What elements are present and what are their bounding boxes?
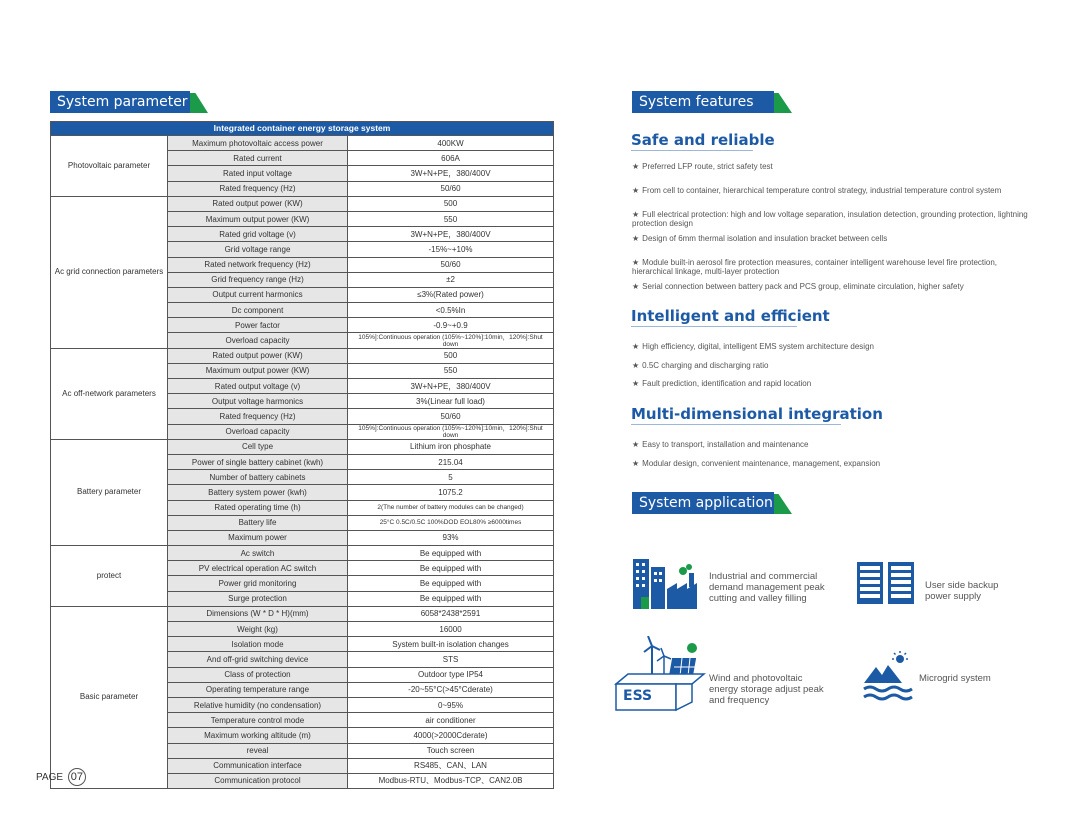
param-value: ≤3%(Rated power) [348, 287, 554, 302]
multi-dimensional-title: Multi-dimensional integration [631, 405, 883, 423]
param-value: 606A [348, 151, 554, 166]
feature-item [632, 282, 1037, 291]
param-value: 1075.2 [348, 485, 554, 500]
group-label: Basic parameter [51, 606, 168, 788]
param-name: Class of protection [168, 667, 348, 682]
page-number [36, 768, 86, 786]
param-name: Power grid monitoring [168, 576, 348, 591]
param-name: Rated network frequency (Hz) [168, 257, 348, 272]
feature-text: Full electrical protection: high and low voltage separation, insulation detection, grounding protection, lightning protection design [632, 210, 1028, 228]
feature-item [632, 361, 1037, 370]
param-name: Power factor [168, 318, 348, 333]
feature-text: High efficiency, digital, intelligent EMS system architecture design [642, 342, 874, 351]
feature-text: 0.5C charging and discharging ratio [642, 361, 769, 370]
param-name: Battery system power (kwh) [168, 485, 348, 500]
param-value: STS [348, 652, 554, 667]
param-name: Cell type [168, 439, 348, 454]
star-icon: ★ [632, 459, 640, 468]
param-value: Be equipped with [348, 576, 554, 591]
intelligent-underline [631, 326, 797, 327]
param-value: Touch screen [348, 743, 554, 758]
system-parameter-header [50, 91, 210, 113]
param-value: Be equipped with [348, 561, 554, 576]
star-icon: ★ [632, 379, 640, 388]
param-name: Rated frequency (Hz) [168, 181, 348, 196]
param-name: Rated frequency (Hz) [168, 409, 348, 424]
star-icon: ★ [632, 342, 640, 351]
group-label: Photovoltaic parameter [51, 136, 168, 197]
param-value: <0.5%In [348, 303, 554, 318]
feature-item [632, 162, 1037, 171]
param-name: Dimensions (W * D * H)(mm) [168, 606, 348, 621]
param-name: Communication interface [168, 758, 348, 773]
table-row [51, 439, 554, 454]
param-value: 500 [348, 348, 554, 363]
group-label: Battery parameter [51, 439, 168, 545]
param-name: Temperature control mode [168, 713, 348, 728]
param-value: Outdoor type IP54 [348, 667, 554, 682]
param-value: 3W+N+PE，380/400V [348, 379, 554, 394]
param-value: 3W+N+PE，380/400V [348, 227, 554, 242]
param-name: Ac switch [168, 546, 348, 561]
star-icon: ★ [632, 361, 640, 370]
param-value: 500 [348, 196, 554, 211]
app-wind-pv-text: Wind and photovoltaic energy storage adjust peak and frequency [709, 673, 824, 706]
param-value: -0.9~+0.9 [348, 318, 554, 333]
param-name: Maximum output power (KW) [168, 211, 348, 226]
ess-badge: ESS [623, 688, 653, 704]
microgrid-icon [862, 651, 914, 703]
param-value: 2(The number of battery modules can be changed) [348, 500, 554, 515]
table-caption: Integrated container energy storage system [51, 122, 554, 136]
server-rack-icon [855, 560, 917, 606]
spec-table [50, 121, 554, 789]
feature-item [632, 258, 1037, 276]
feature-text: From cell to container, hierarchical temperature control strategy, industrial temperature control system [642, 186, 1002, 195]
param-value: 550 [348, 211, 554, 226]
star-icon: ★ [632, 234, 640, 243]
group-label: Ac grid connection parameters [51, 196, 168, 348]
param-name: Overload capacity [168, 424, 348, 439]
factory-icon [631, 557, 703, 609]
param-value: 105%]:Continuous operation (105%~120%]:10min，120%]:Shut down [348, 333, 554, 348]
param-value: 105%]:Continuous operation (105%~120%]:10min，120%]:Shut down [348, 424, 554, 439]
table-row [51, 348, 554, 363]
intelligent-title: Intelligent and efficient [631, 307, 830, 325]
param-name: Rated grid voltage (v) [168, 227, 348, 242]
param-name: Battery life [168, 515, 348, 530]
param-name: Number of battery cabinets [168, 470, 348, 485]
param-name: Grid frequency range (Hz) [168, 272, 348, 287]
param-value: 3W+N+PE，380/400V [348, 166, 554, 181]
param-value: RS485、CAN、LAN [348, 758, 554, 773]
safe-reliable-title: Safe and reliable [631, 131, 775, 149]
safe-underline [631, 150, 753, 151]
param-name: Dc component [168, 303, 348, 318]
param-value: 16000 [348, 622, 554, 637]
param-name: Rated output voltage (v) [168, 379, 348, 394]
group-label: Ac off-network parameters [51, 348, 168, 439]
param-name: Maximum output power (KW) [168, 363, 348, 378]
feature-text: Serial connection between battery pack and PCS group, eliminate circulation, higher safety [642, 282, 964, 291]
star-icon: ★ [632, 162, 640, 171]
param-name: Rated input voltage [168, 166, 348, 181]
multi-underline [631, 424, 841, 425]
param-value: Lithium iron phosphate [348, 439, 554, 454]
star-icon: ★ [632, 258, 640, 267]
param-value: 6058*2438*2591 [348, 606, 554, 621]
system-application-title: System application [639, 495, 773, 511]
param-value: 50/60 [348, 257, 554, 272]
group-label: protect [51, 546, 168, 607]
page-number-circle: 07 [68, 768, 86, 786]
feature-text: Fault prediction, identification and rapid location [642, 379, 812, 388]
feature-text: Preferred LFP route, strict safety test [642, 162, 773, 171]
param-name: Maximum working altitude (m) [168, 728, 348, 743]
feature-item [632, 342, 1037, 351]
param-value: 215.04 [348, 454, 554, 469]
param-name: Rated output power (KW) [168, 196, 348, 211]
feature-item [632, 186, 1037, 195]
system-application-header [632, 492, 794, 514]
app-microgrid-text: Microgrid system [919, 673, 991, 684]
table-row [51, 546, 554, 561]
param-name: Weight (kg) [168, 622, 348, 637]
param-name: Operating temperature range [168, 682, 348, 697]
param-name: Overload capacity [168, 333, 348, 348]
feature-item [632, 459, 1037, 468]
param-value: -20~55°C(>45°Cderate) [348, 682, 554, 697]
param-name: Isolation mode [168, 637, 348, 652]
app-user-side-text: User side backup power supply [925, 580, 999, 602]
param-value: 550 [348, 363, 554, 378]
param-value: 4000(>2000Cderate) [348, 728, 554, 743]
param-name: Rated current [168, 151, 348, 166]
system-parameter-title: System parameter [57, 94, 188, 110]
param-name: Output voltage harmonics [168, 394, 348, 409]
param-value: Be equipped with [348, 591, 554, 606]
param-name: Grid voltage range [168, 242, 348, 257]
param-name: PV electrical operation AC switch [168, 561, 348, 576]
param-value: 50/60 [348, 181, 554, 196]
feature-item [632, 210, 1037, 228]
param-name: Rated output power (KW) [168, 348, 348, 363]
param-value: 50/60 [348, 409, 554, 424]
feature-item [632, 234, 1037, 243]
param-name: Surge protection [168, 591, 348, 606]
feature-item [632, 440, 1037, 449]
param-value: air conditioner [348, 713, 554, 728]
param-name: Power of single battery cabinet (kwh) [168, 454, 348, 469]
app-industrial-text: Industrial and commercial demand management peak cutting and valley filling [709, 571, 825, 604]
feature-item [632, 379, 1037, 388]
param-value: Be equipped with [348, 546, 554, 561]
param-name: Maximum power [168, 530, 348, 545]
param-value: 93% [348, 530, 554, 545]
table-row [51, 606, 554, 621]
param-value: -15%~+10% [348, 242, 554, 257]
param-value: ±2 [348, 272, 554, 287]
param-name: Relative humidity (no condensation) [168, 697, 348, 712]
feature-text: Easy to transport, installation and maintenance [642, 440, 809, 449]
star-icon: ★ [632, 440, 640, 449]
param-value: 5 [348, 470, 554, 485]
param-name: Maximum photovoltaic access power [168, 136, 348, 151]
param-name: Output current harmonics [168, 287, 348, 302]
param-value: 25°C 0.5C/0.5C 100%DOD EOL80% ≥6000times [348, 515, 554, 530]
table-row [51, 136, 554, 151]
system-features-title: System features [639, 94, 754, 110]
star-icon: ★ [632, 186, 640, 195]
table-row [51, 196, 554, 211]
star-icon: ★ [632, 210, 640, 219]
param-value: 0~95% [348, 697, 554, 712]
param-name: Communication protocol [168, 773, 348, 788]
feature-text: Design of 6mm thermal isolation and insulation bracket between cells [642, 234, 888, 243]
system-features-header [632, 91, 794, 113]
feature-text: Modular design, convenient maintenance, management, expansion [642, 459, 881, 468]
param-name: And off-grid switching device [168, 652, 348, 667]
param-name: reveal [168, 743, 348, 758]
param-value: Modbus-RTU、Modbus-TCP、CAN2.0B [348, 773, 554, 788]
param-name: Rated operating time (h) [168, 500, 348, 515]
param-value: 3%(Linear full load) [348, 394, 554, 409]
star-icon: ★ [632, 282, 640, 291]
page-label: PAGE [36, 772, 64, 783]
feature-text: Module built-in aerosol fire protection measures, container intelligent warehouse level fire protection, hierarchical linkage, multi-layer protection [632, 258, 998, 276]
param-value: 400KW [348, 136, 554, 151]
param-value: System built-in isolation changes [348, 637, 554, 652]
